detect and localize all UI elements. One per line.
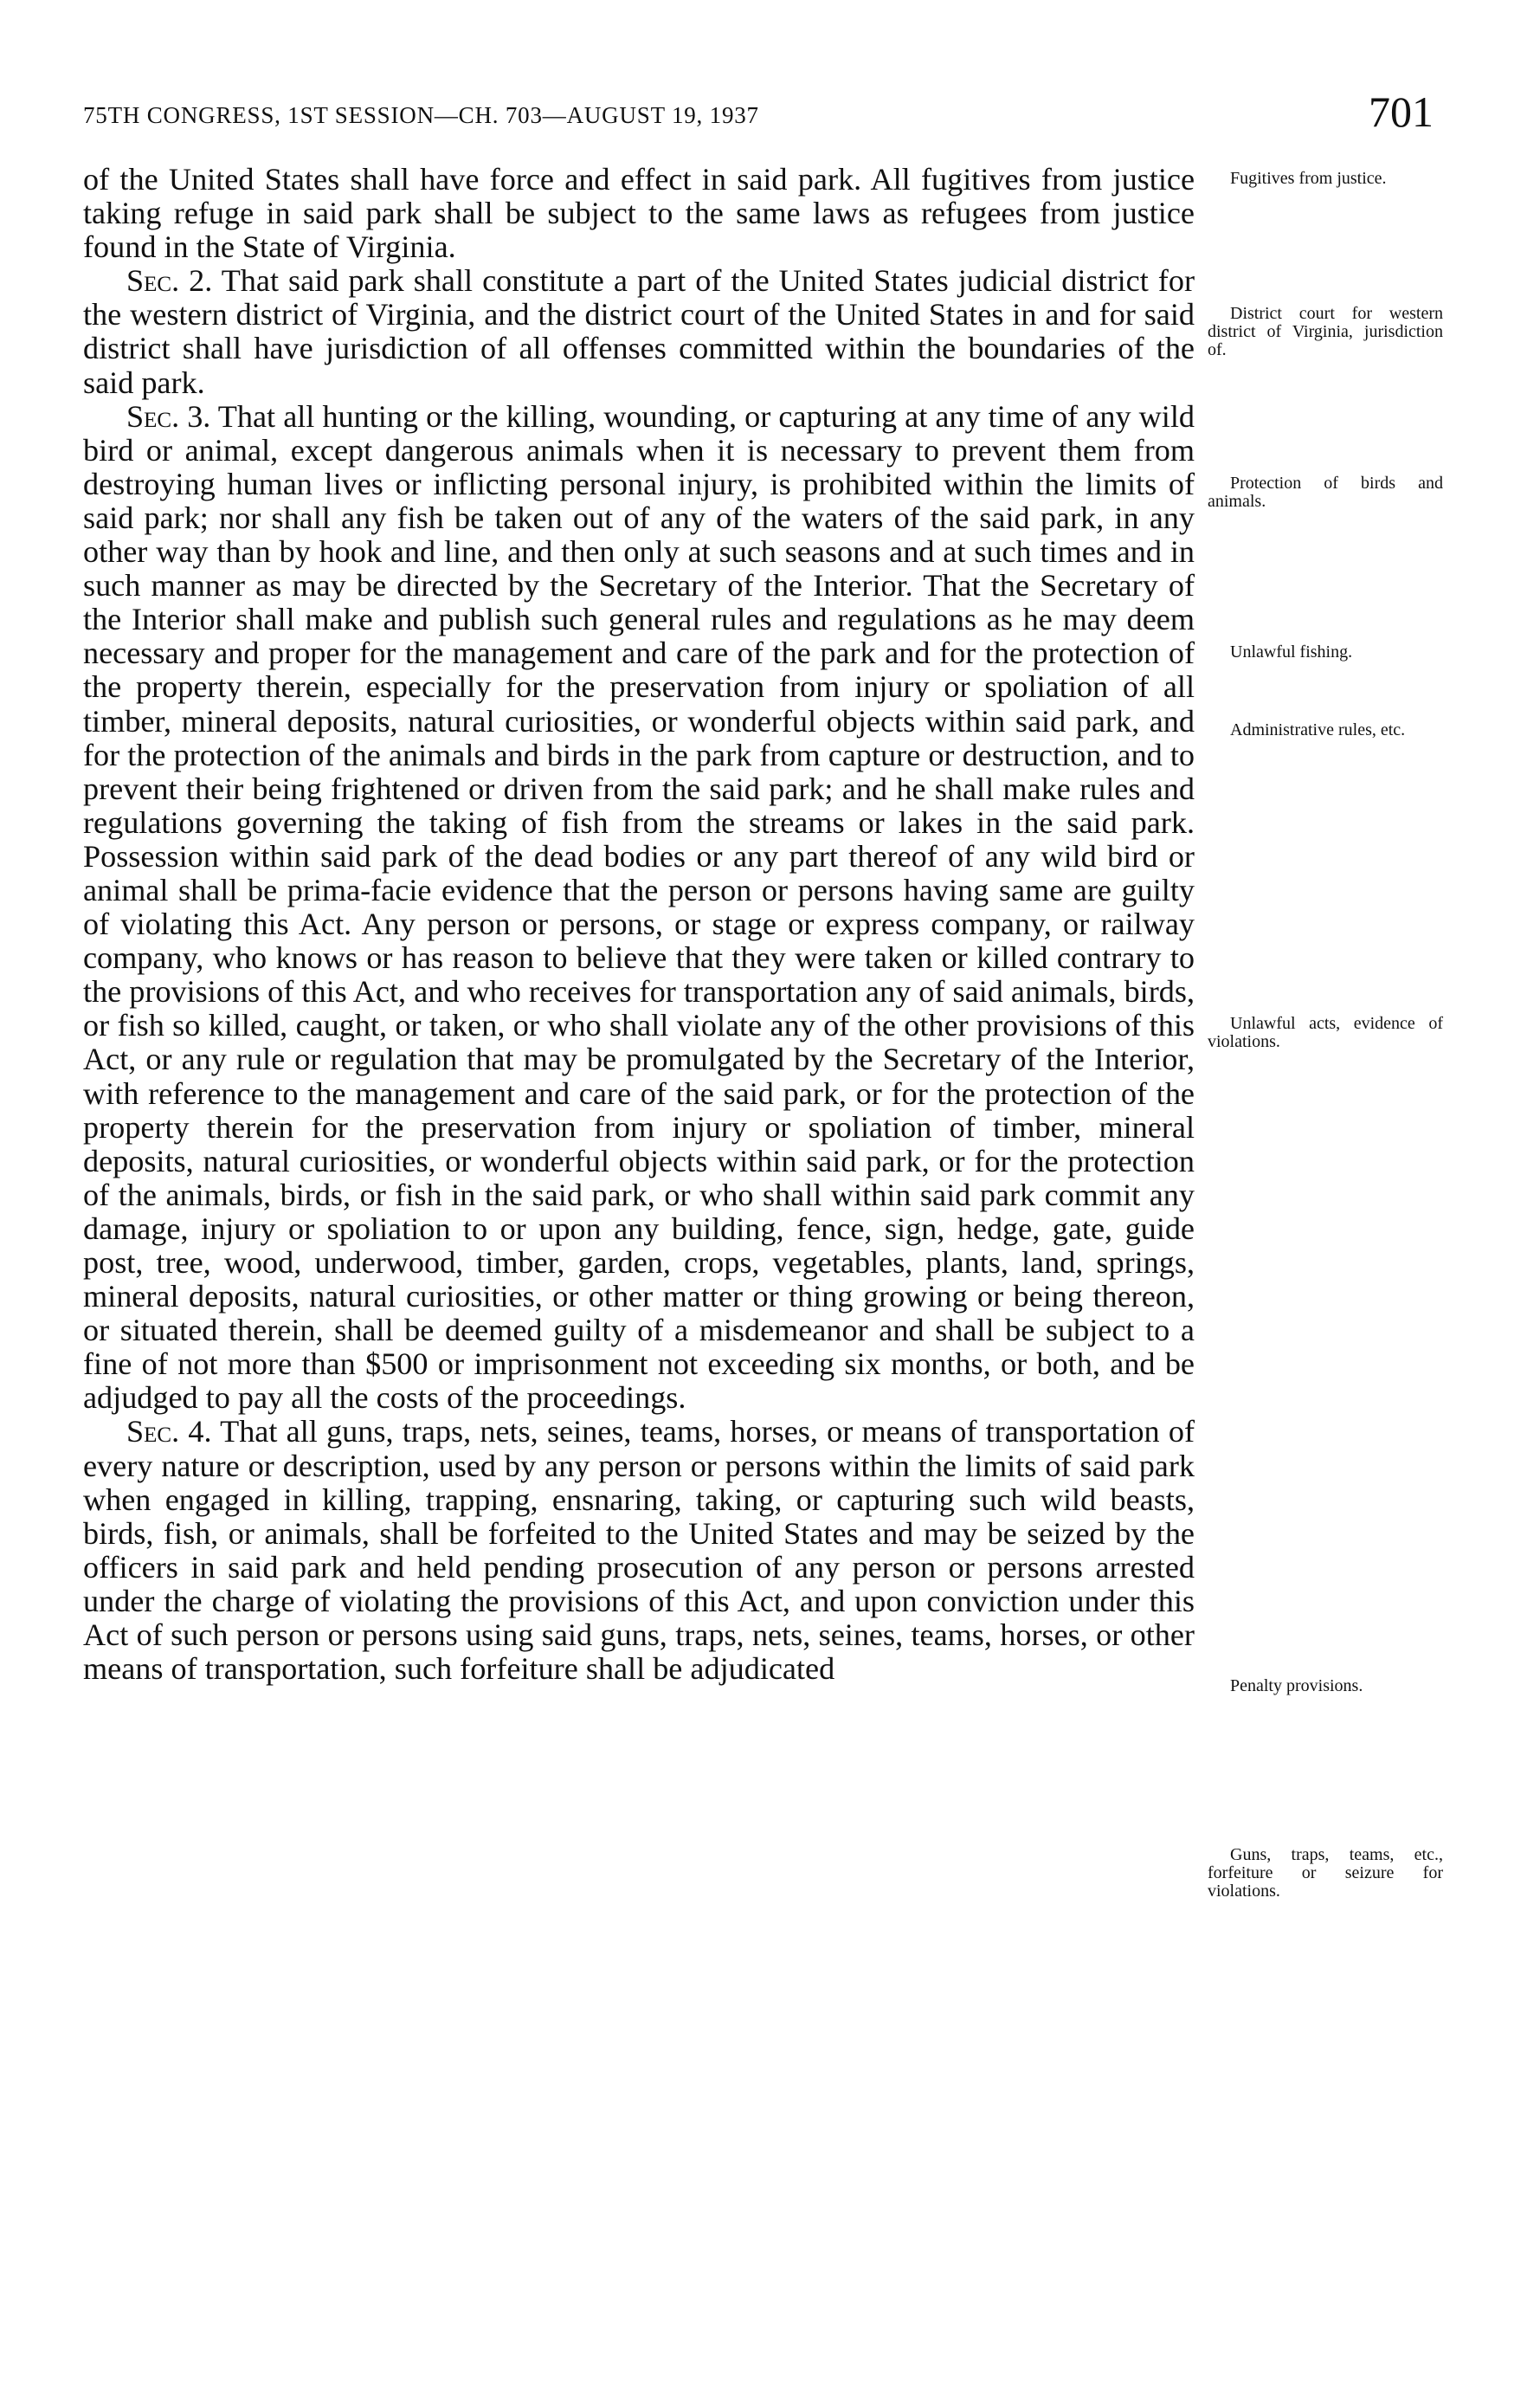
margin-note-fugitives: Fugitives from justice. (1230, 169, 1387, 188)
margin-note-protection: Protection of birds and animals. (1208, 474, 1443, 511)
margin-note-unlawful-acts: Unlawful acts, evidence of violations. (1208, 1014, 1443, 1051)
section-3 (83, 400, 1195, 1416)
section-4 (83, 1415, 1195, 1686)
section-2 (83, 264, 1195, 399)
statute-text (83, 163, 1195, 1686)
margin-note-forfeiture: Guns, traps, teams, etc., forfeiture or seizure for violations. (1208, 1845, 1443, 1901)
margin-note-unlawful-fishing: Unlawful fishing. (1230, 642, 1353, 662)
margin-note-district-court: District court for western district of Virginia, jurisdiction of. (1208, 304, 1443, 359)
page-number: 701 (1369, 87, 1434, 136)
section-2-label: Sec. 2. (126, 263, 213, 299)
section-3-label: Sec. 3. (126, 398, 211, 434)
section-4-label: Sec. 4. (126, 1414, 212, 1449)
paragraph-continuation: of the United States shall have force and effect in said park. All fugitives from justice taking refuge in said park shall be subject to the same laws as refugees from justice found in the State of Virginia. (83, 162, 1195, 265)
margin-note-administrative-rules: Administrative rules, etc. (1230, 720, 1406, 739)
margin-notes (1208, 0, 1450, 2382)
running-head: 75TH CONGRESS, 1ST SESSION—CH. 703—AUGUST 19, 1937 (83, 102, 759, 128)
margin-note-penalty: Penalty provisions. (1230, 1676, 1363, 1695)
section-3-text: That all hunting or the killing, wounding, or capturing at any time of any wild bird or animal, except dangerous animals when it is necessary to prevent them from destroying human lives or inflicting personal injury, is prohibited within the limits of said park; nor shall any fish be taken out of any of the waters of the said park, in any other way than by hook and line, and then only at such seasons and at such times and in such manner as may be directed by the Secretary of the Interior. That the Secretary of the Interior shall make and publish such general rules and regulations as he may deem necessary and proper for the management and care of the park and for the protection of the property therein, especially for the preservation from injury or spoliation of all timber, mineral deposits, natural curiosities, or wonderful objects within said park, and for the protection of the animals and birds in the park from capture or destruction, and to prevent their being frightened or driven from the said park; and he shall make rules and regulations governing the taking of fish from the streams or lakes in the said park. Possession within said park of the dead bodies or any part thereof of any wild bird or animal shall be prima-facie evidence that the person or persons having same are guilty of violating this Act. Any person or persons, or stage or express company, or railway company, who knows or has reason to believe that they were taken or killed contrary to the provisions of this Act, and who receives for transportation any of said animals, birds, or fish so killed, caught, or taken, or who shall violate any of the other provisions of this Act, or any rule or regulation that may be promulgated by the Secretary of the Interior, with reference to the management and care of the said park, or for the protection of the property therein for the preservation from injury or spoliation of timber, mineral deposits, natural curiosities, or wonderful objects within said park, or for the protection of the animals, birds, or fish in the said park, or who shall within said park commit any damage, injury or spoliation to or upon any building, fence, sign, hedge, gate, guide post, tree, wood, underwood, timber, garden, crops, vegetables, plants, land, springs, mineral deposits, natural curiosities, or other matter or thing growing or being thereon, or situated therein, shall be deemed guilty of a misdemeanor and shall be subject to a fine of not more than $500 or imprisonment not exceeding six months, or both, and be adjudged to pay all the costs of the proceedings. (83, 398, 1195, 1416)
section-4-text: That all guns, traps, nets, seines, teams, horses, or means of transportation of every nature or description, used by any person or persons within the limits of said park when engaged in killing, trapping, ensnaring, taking, or capturing such wild beasts, birds, fish, or animals, shall be forfeited to the United States and may be seized by the officers in said park and held pending prosecution of any person or persons arrested under the charge of violating the provisions of this Act, and upon conviction under this Act of such person or persons using said guns, traps, nets, seines, teams, horses, or other means of transportation, such forfeiture shall be adjudicated (83, 1414, 1195, 1687)
section-2-text: That said park shall constitute a part of the United States judicial district for the western district of Virginia, and the district court of the United States in and for said district shall have jurisdiction of all offenses committed within the boundaries of the said park. (83, 263, 1195, 400)
